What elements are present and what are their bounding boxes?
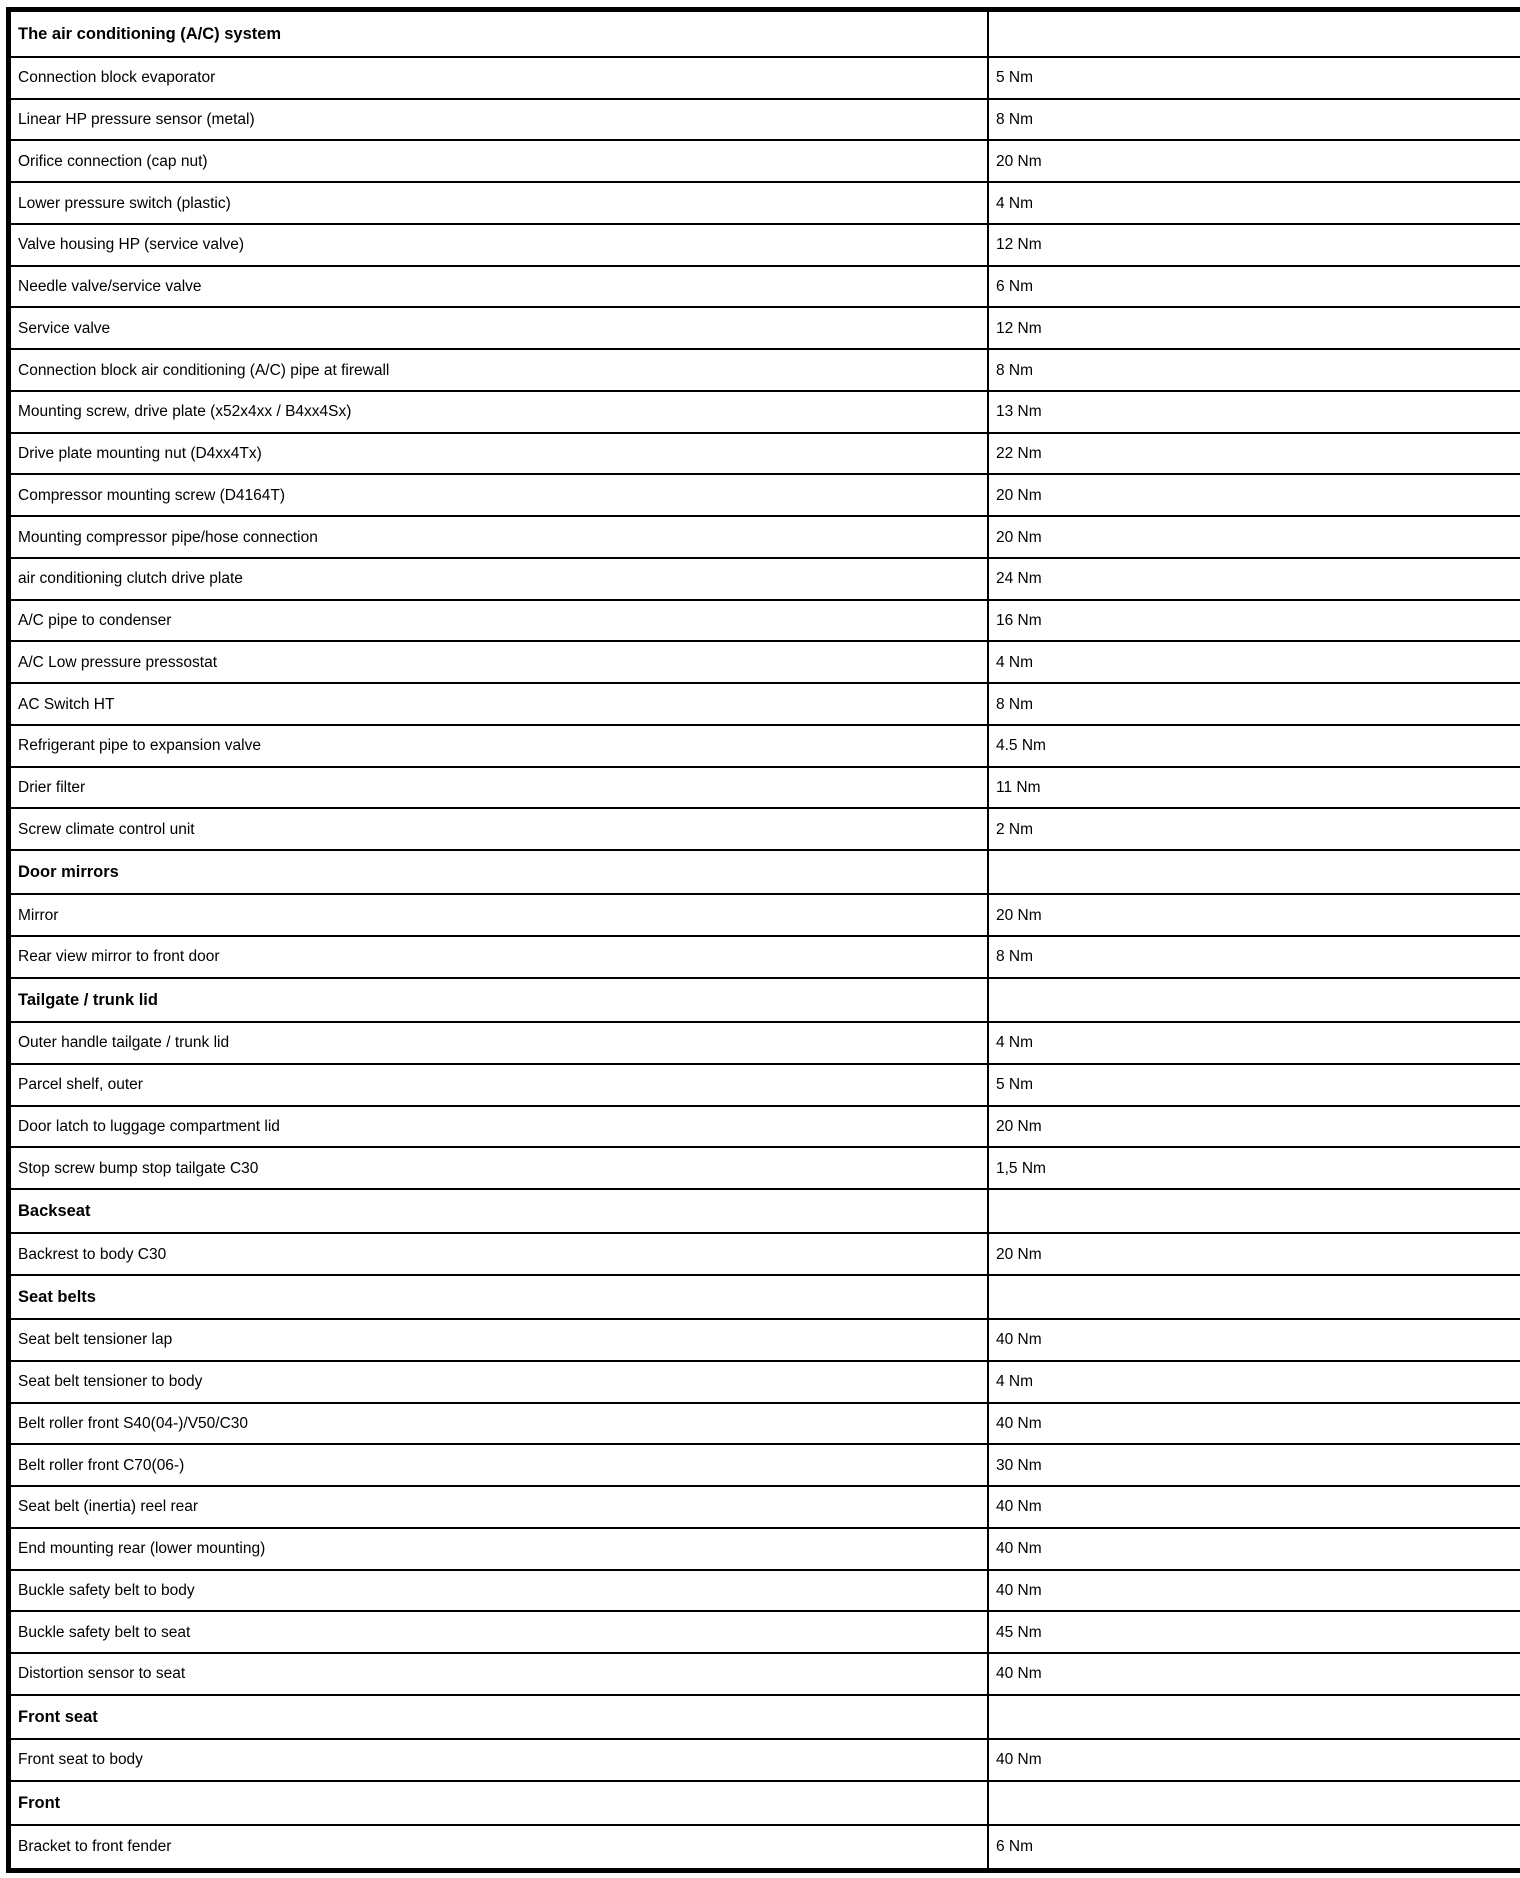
table-row bbox=[9, 140, 1520, 182]
torque-value-cell: 4.5 Nm bbox=[988, 725, 1520, 767]
torque-value-cell: 6 Nm bbox=[988, 1825, 1520, 1871]
torque-value-cell: 40 Nm bbox=[988, 1403, 1520, 1445]
component-cell: Seat belt (inertia) reel rear bbox=[9, 1486, 989, 1528]
torque-value-cell: 20 Nm bbox=[988, 1233, 1520, 1275]
table-row bbox=[9, 1319, 1520, 1361]
table-row bbox=[9, 558, 1520, 600]
section-row bbox=[9, 1275, 1520, 1319]
table-row bbox=[9, 433, 1520, 475]
torque-value-cell: 16 Nm bbox=[988, 600, 1520, 642]
component-cell: Belt roller front C70(06-) bbox=[9, 1444, 989, 1486]
table-row bbox=[9, 1147, 1520, 1189]
component-cell: A/C Low pressure pressostat bbox=[9, 641, 989, 683]
table-row bbox=[9, 725, 1520, 767]
table-row bbox=[9, 391, 1520, 433]
table-row bbox=[9, 1106, 1520, 1148]
table-row bbox=[9, 307, 1520, 349]
component-cell: air conditioning clutch drive plate bbox=[9, 558, 989, 600]
component-cell: Mounting compressor pipe/hose connection bbox=[9, 516, 989, 558]
torque-value-cell: 4 Nm bbox=[988, 1361, 1520, 1403]
component-cell: Drive plate mounting nut (D4xx4Tx) bbox=[9, 433, 989, 475]
torque-value-cell bbox=[988, 978, 1520, 1022]
torque-value-cell: 24 Nm bbox=[988, 558, 1520, 600]
table-row bbox=[9, 1064, 1520, 1106]
section-header-cell: Door mirrors bbox=[9, 850, 989, 894]
section-row bbox=[9, 1695, 1520, 1739]
component-cell: Distortion sensor to seat bbox=[9, 1653, 989, 1695]
table-row bbox=[9, 936, 1520, 978]
component-cell: Door latch to luggage compartment lid bbox=[9, 1106, 989, 1148]
component-cell: Drier filter bbox=[9, 767, 989, 809]
torque-value-cell: 20 Nm bbox=[988, 474, 1520, 516]
torque-value-cell: 4 Nm bbox=[988, 182, 1520, 224]
torque-value-cell: 1,5 Nm bbox=[988, 1147, 1520, 1189]
torque-spec-table bbox=[6, 7, 1520, 1873]
component-cell: Outer handle tailgate / trunk lid bbox=[9, 1022, 989, 1064]
component-cell: Rear view mirror to front door bbox=[9, 936, 989, 978]
table-row bbox=[9, 224, 1520, 266]
table-row bbox=[9, 808, 1520, 850]
section-header-cell: Backseat bbox=[9, 1189, 989, 1233]
component-cell: Backrest to body C30 bbox=[9, 1233, 989, 1275]
torque-value-cell: 40 Nm bbox=[988, 1528, 1520, 1570]
table-row bbox=[9, 600, 1520, 642]
component-cell: Front seat to body bbox=[9, 1739, 989, 1781]
table-row bbox=[9, 1653, 1520, 1695]
torque-value-cell: 40 Nm bbox=[988, 1319, 1520, 1361]
torque-value-cell: 5 Nm bbox=[988, 57, 1520, 99]
component-cell: Needle valve/service valve bbox=[9, 266, 989, 308]
torque-value-cell: 40 Nm bbox=[988, 1739, 1520, 1781]
component-cell: AC Switch HT bbox=[9, 683, 989, 725]
table-row bbox=[9, 1233, 1520, 1275]
component-cell: Belt roller front S40(04-)/V50/C30 bbox=[9, 1403, 989, 1445]
table-row bbox=[9, 1403, 1520, 1445]
table-row bbox=[9, 1486, 1520, 1528]
torque-value-cell: 12 Nm bbox=[988, 307, 1520, 349]
table-row bbox=[9, 1825, 1520, 1871]
component-cell: Linear HP pressure sensor (metal) bbox=[9, 99, 989, 141]
table-row bbox=[9, 349, 1520, 391]
component-cell: Mirror bbox=[9, 894, 989, 936]
torque-value-cell: 8 Nm bbox=[988, 99, 1520, 141]
torque-value-cell: 4 Nm bbox=[988, 641, 1520, 683]
component-cell: Seat belt tensioner lap bbox=[9, 1319, 989, 1361]
component-cell: Stop screw bump stop tailgate C30 bbox=[9, 1147, 989, 1189]
torque-value-cell bbox=[988, 1781, 1520, 1825]
component-cell: Parcel shelf, outer bbox=[9, 1064, 989, 1106]
section-row bbox=[9, 850, 1520, 894]
torque-value-cell: 12 Nm bbox=[988, 224, 1520, 266]
torque-value-cell: 8 Nm bbox=[988, 683, 1520, 725]
table-row bbox=[9, 894, 1520, 936]
torque-value-cell: 2 Nm bbox=[988, 808, 1520, 850]
table-row bbox=[9, 57, 1520, 99]
torque-value-cell: 22 Nm bbox=[988, 433, 1520, 475]
torque-value-cell: 6 Nm bbox=[988, 266, 1520, 308]
torque-value-cell bbox=[988, 850, 1520, 894]
torque-value-cell: 20 Nm bbox=[988, 516, 1520, 558]
component-cell: Compressor mounting screw (D4164T) bbox=[9, 474, 989, 516]
component-cell: End mounting rear (lower mounting) bbox=[9, 1528, 989, 1570]
table-row bbox=[9, 683, 1520, 725]
table-row bbox=[9, 1570, 1520, 1612]
torque-value-cell: 40 Nm bbox=[988, 1653, 1520, 1695]
table-row bbox=[9, 1444, 1520, 1486]
component-cell: Service valve bbox=[9, 307, 989, 349]
torque-value-cell bbox=[988, 10, 1520, 57]
torque-value-cell: 20 Nm bbox=[988, 894, 1520, 936]
section-row bbox=[9, 1781, 1520, 1825]
table-row bbox=[9, 767, 1520, 809]
table-row bbox=[9, 1361, 1520, 1403]
torque-value-cell bbox=[988, 1275, 1520, 1319]
section-row bbox=[9, 978, 1520, 1022]
component-cell: Buckle safety belt to body bbox=[9, 1570, 989, 1612]
component-cell: Refrigerant pipe to expansion valve bbox=[9, 725, 989, 767]
torque-value-cell bbox=[988, 1695, 1520, 1739]
component-cell: Buckle safety belt to seat bbox=[9, 1611, 989, 1653]
table-row bbox=[9, 1611, 1520, 1653]
torque-value-cell: 30 Nm bbox=[988, 1444, 1520, 1486]
component-cell: Screw climate control unit bbox=[9, 808, 989, 850]
torque-value-cell: 13 Nm bbox=[988, 391, 1520, 433]
component-cell: Mounting screw, drive plate (x52x4xx / B4xx4Sx) bbox=[9, 391, 989, 433]
table-row bbox=[9, 182, 1520, 224]
section-row bbox=[9, 1189, 1520, 1233]
section-row bbox=[9, 10, 1520, 57]
torque-value-cell: 4 Nm bbox=[988, 1022, 1520, 1064]
torque-value-cell: 20 Nm bbox=[988, 140, 1520, 182]
torque-table-body bbox=[9, 10, 1520, 1871]
torque-value-cell: 8 Nm bbox=[988, 936, 1520, 978]
section-header-cell: Front seat bbox=[9, 1695, 989, 1739]
table-row bbox=[9, 1022, 1520, 1064]
section-header-cell: Front bbox=[9, 1781, 989, 1825]
torque-value-cell: 5 Nm bbox=[988, 1064, 1520, 1106]
torque-value-cell: 20 Nm bbox=[988, 1106, 1520, 1148]
component-cell: Lower pressure switch (plastic) bbox=[9, 182, 989, 224]
table-row bbox=[9, 266, 1520, 308]
table-row bbox=[9, 99, 1520, 141]
section-header-cell: Seat belts bbox=[9, 1275, 989, 1319]
table-row bbox=[9, 1528, 1520, 1570]
torque-value-cell: 11 Nm bbox=[988, 767, 1520, 809]
section-header-cell: Tailgate / trunk lid bbox=[9, 978, 989, 1022]
component-cell: A/C pipe to condenser bbox=[9, 600, 989, 642]
section-header-cell: The air conditioning (A/C) system bbox=[9, 10, 989, 57]
table-row bbox=[9, 641, 1520, 683]
torque-value-cell bbox=[988, 1189, 1520, 1233]
table-row bbox=[9, 1739, 1520, 1781]
component-cell: Connection block evaporator bbox=[9, 57, 989, 99]
component-cell: Valve housing HP (service valve) bbox=[9, 224, 989, 266]
table-row bbox=[9, 516, 1520, 558]
component-cell: Seat belt tensioner to body bbox=[9, 1361, 989, 1403]
component-cell: Orifice connection (cap nut) bbox=[9, 140, 989, 182]
table-row bbox=[9, 474, 1520, 516]
torque-value-cell: 8 Nm bbox=[988, 349, 1520, 391]
torque-value-cell: 40 Nm bbox=[988, 1570, 1520, 1612]
component-cell: Bracket to front fender bbox=[9, 1825, 989, 1871]
torque-value-cell: 40 Nm bbox=[988, 1486, 1520, 1528]
component-cell: Connection block air conditioning (A/C) pipe at firewall bbox=[9, 349, 989, 391]
torque-value-cell: 45 Nm bbox=[988, 1611, 1520, 1653]
